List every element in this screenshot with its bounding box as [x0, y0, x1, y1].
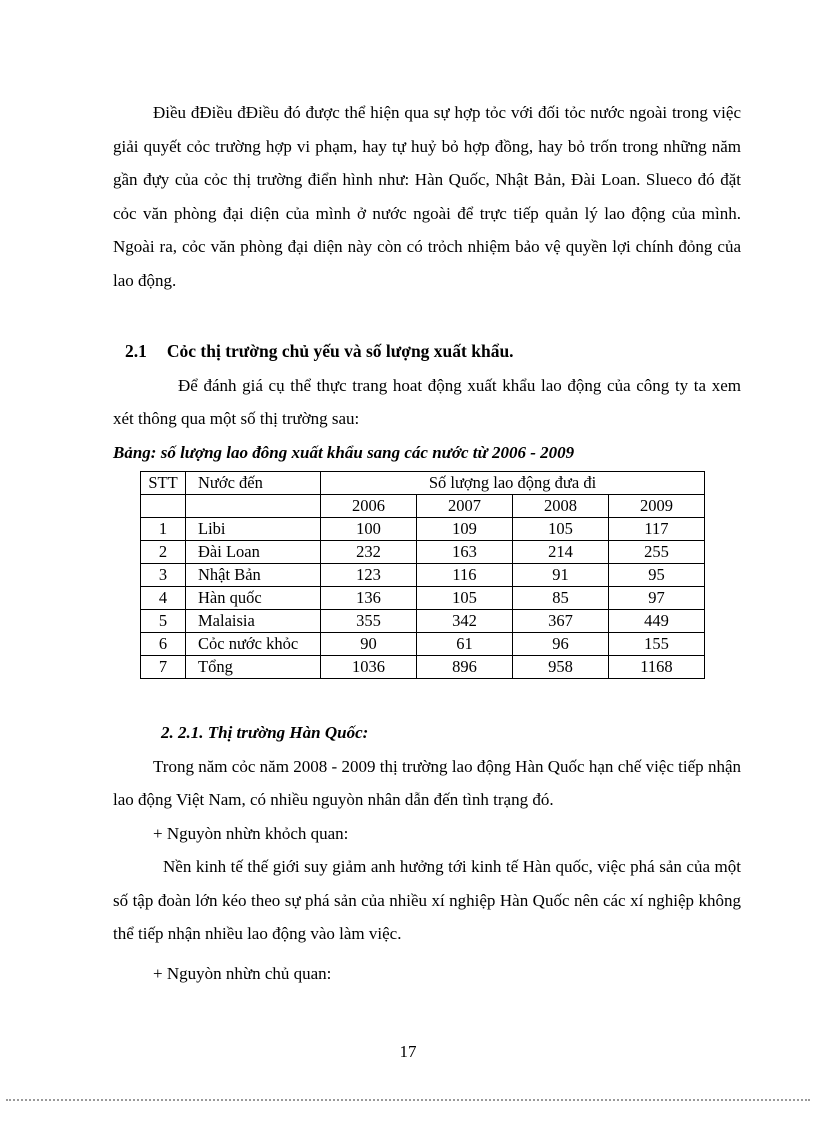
header-year: 2007: [417, 495, 513, 518]
table-row: [141, 541, 705, 564]
table-row: [141, 518, 705, 541]
cell-value: 1036: [321, 656, 417, 679]
cell-value: 97: [609, 587, 705, 610]
paragraph-intro: Điều đĐiều đĐiều đó được thể hiện qua sự hợp tỏc với đối tỏc nước ngoài trong việc giải quyết cỏc trường hợp vi phạm, hay tự huỷ bỏ hợp đồng, hay bỏ trốn trong những năm gần đựy của cỏc thị trường điển hình như: Hàn Quốc, Nhật Bản, Đài Loan. Slueco đó đặt cỏc văn phòng đại diện của mình ở nước ngoài để trực tiếp quản lý lao động của mình. Ngoài ra, cỏc văn phòng đại diện này còn có trỏch nhiệm bảo vệ quyền lợi chính đỏng của lao động.: [113, 103, 741, 290]
cell-value: 116: [417, 564, 513, 587]
section-heading: [125, 335, 741, 369]
cell-stt: 7: [141, 656, 186, 679]
table-header-row: [141, 472, 705, 495]
cell-value: 958: [513, 656, 609, 679]
table-row: [141, 656, 705, 679]
header-stt: STT: [141, 472, 186, 495]
cell-country: Đài Loan: [186, 541, 321, 564]
empty-cell: [186, 495, 321, 518]
cell-value: 109: [417, 518, 513, 541]
header-country: Nước đến: [186, 472, 321, 495]
cell-stt: 6: [141, 633, 186, 656]
header-year: 2006: [321, 495, 417, 518]
cell-value: 105: [417, 587, 513, 610]
table-row: [141, 633, 705, 656]
cell-value: 232: [321, 541, 417, 564]
subsection-heading: 2. 2.1. Thị trường Hàn Quốc:: [161, 723, 369, 742]
cell-country: Tổng: [186, 656, 321, 679]
cell-value: 91: [513, 564, 609, 587]
cell-value: 449: [609, 610, 705, 633]
cell-value: 85: [513, 587, 609, 610]
cell-value: 1168: [609, 656, 705, 679]
header-year: 2009: [609, 495, 705, 518]
cell-stt: 3: [141, 564, 186, 587]
cell-value: 255: [609, 541, 705, 564]
export-data-table: [140, 471, 705, 679]
table-row: [141, 564, 705, 587]
cell-value: 117: [609, 518, 705, 541]
cell-value: 155: [609, 633, 705, 656]
cell-country: Malaisia: [186, 610, 321, 633]
cell-stt: 1: [141, 518, 186, 541]
footer-dotted-divider: [6, 1099, 810, 1101]
cell-value: 342: [417, 610, 513, 633]
paragraph-table-lead: Để đánh giá cụ thể thực trang hoat động xuất khẩu lao động của công ty ta xem xét thông qua một số thị trường sau:: [113, 375, 741, 428]
cell-stt: 5: [141, 610, 186, 633]
cell-value: 136: [321, 587, 417, 610]
bullet-objective-causes: + Nguyòn nhừn khỏch quan:: [153, 823, 349, 843]
table-row: [141, 610, 705, 633]
cell-country: Cỏc nước khỏc: [186, 633, 321, 656]
paragraph-korea-market: Trong năm cỏc năm 2008 - 2009 thị trường lao động Hàn Quốc hạn chế việc tiếp nhận lao động Việt Nam, có nhiều nguyòn nhân dẫn đến tình trạng đó.: [113, 756, 741, 809]
cell-value: 163: [417, 541, 513, 564]
page-content: [113, 96, 741, 990]
page-number: 17: [399, 1042, 417, 1061]
cell-value: 96: [513, 633, 609, 656]
cell-value: 90: [321, 633, 417, 656]
table-row: [141, 587, 705, 610]
section-number: 2.1: [125, 341, 147, 361]
cell-stt: 4: [141, 587, 186, 610]
cell-value: 214: [513, 541, 609, 564]
cell-country: Nhật Bản: [186, 564, 321, 587]
cell-country: Libi: [186, 518, 321, 541]
cell-value: 355: [321, 610, 417, 633]
bullet-subjective-causes: + Nguyòn nhừn chủ quan:: [153, 963, 332, 983]
section-title: Cỏc thị trường chủ yếu và số lượng xuất khẩu.: [166, 341, 514, 361]
header-span: Số lượng lao động đưa đi: [321, 472, 705, 495]
cell-country: Hàn quốc: [186, 587, 321, 610]
cell-value: 61: [417, 633, 513, 656]
header-year: 2008: [513, 495, 609, 518]
table-year-row: [141, 495, 705, 518]
empty-cell: [141, 495, 186, 518]
paragraph-economy: Nền kinh tế thế giới suy giảm anh hưởng tới kinh tế Hàn quốc, việc phá sản của một số tập đoàn lớn kéo theo sự phá sản của nhiều xí nghiệp Hàn Quốc nên các xí nghiệp không thể tiếp nhận nhiều lao động vào làm việc.: [113, 857, 741, 943]
cell-value: 123: [321, 564, 417, 587]
cell-value: 367: [513, 610, 609, 633]
table-caption: Bảng: số lượng lao đông xuất khẩu sang các nước từ 2006 - 2009: [113, 442, 575, 462]
cell-value: 896: [417, 656, 513, 679]
cell-value: 95: [609, 564, 705, 587]
cell-value: 105: [513, 518, 609, 541]
cell-stt: 2: [141, 541, 186, 564]
cell-value: 100: [321, 518, 417, 541]
